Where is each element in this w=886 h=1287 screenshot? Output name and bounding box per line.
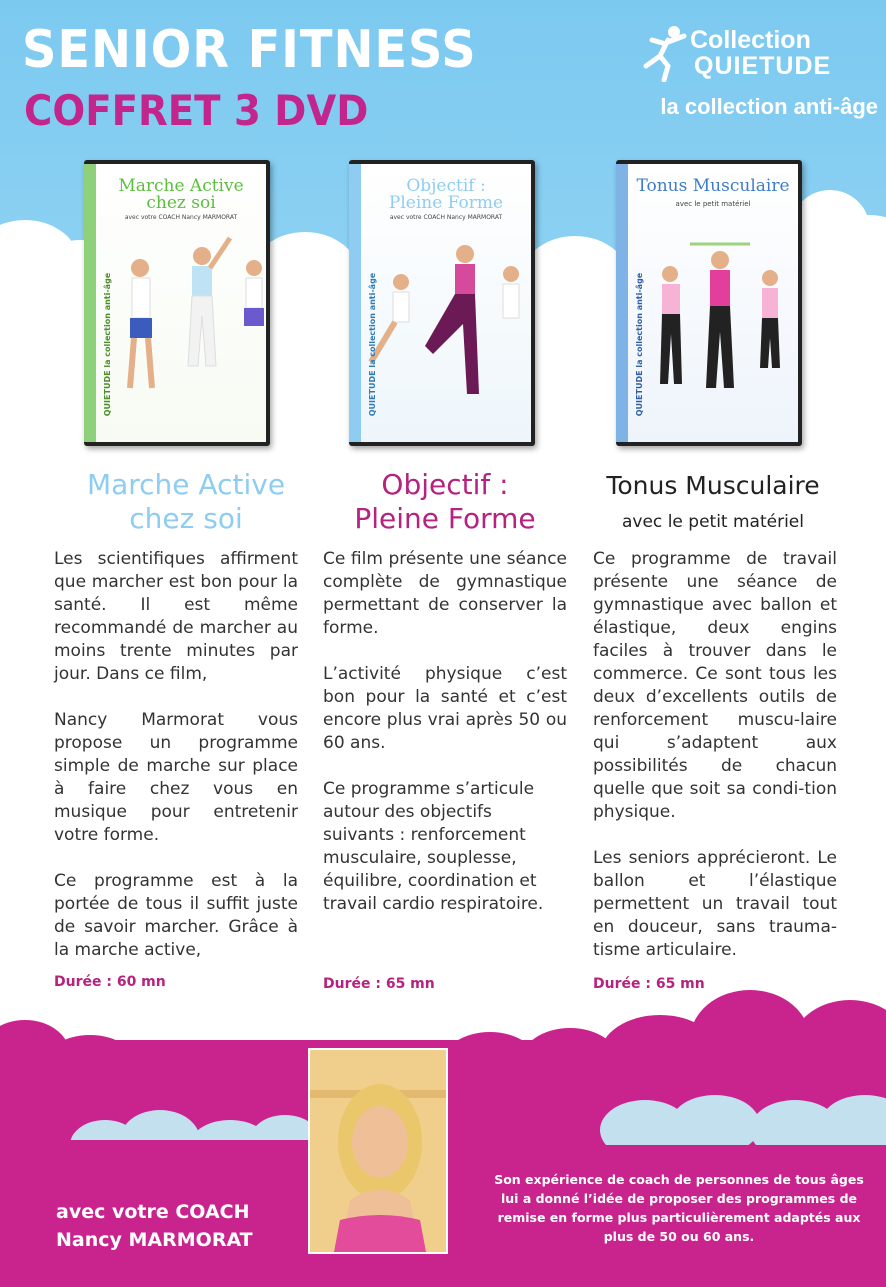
dvd-cover-objectif [349, 160, 535, 446]
description-paragraph: Nancy Marmorat vous propose un programme simple de marche sur place à faire chez vous en musique pour entretenir votre forme. [54, 710, 298, 845]
dvd-heading-objectif: Objectif : Pleine Forme [354, 468, 536, 535]
dvd-description-marche-active [54, 548, 298, 985]
duration-label: Durée : 60 mn [54, 974, 166, 990]
dvd-subheading-tonus: avec le petit matériel [622, 512, 804, 532]
dvd-heading-marche-active: Marche Active chez soi [86, 468, 286, 535]
dvd-side-brand: QUIETUDE la collection anti-âge [368, 272, 378, 417]
dvd-heading-tonus: Tonus Musculaire [606, 471, 820, 500]
description-paragraph: Ce film présente une séance complète de gymnastique permettant de conserver la forme. [323, 549, 567, 638]
dvd-face [96, 164, 266, 442]
dvd-face [361, 164, 531, 442]
dvd-cover-subtitle: avec votre COACH Nancy MARMORAT [389, 214, 503, 221]
dvd-side-brand: QUIETUDE la collection anti-âge [103, 272, 113, 417]
dvd-cover-tonus [616, 160, 802, 446]
description-paragraph: Ce programme est à la portée de tous il suffit juste de savoir marcher. Grâce à la marche active, [54, 871, 298, 960]
logo-line-1: Collection [690, 26, 811, 54]
dvd-spine [616, 164, 628, 442]
description-paragraph: Les seniors apprécieront. Le ballon et l’élastique permettent un travail tout en douceur, sans trauma-tisme articulaire. [593, 848, 837, 960]
dvd-illustration [106, 234, 266, 434]
coach-label: avec votre COACH Nancy MARMORAT [56, 1201, 253, 1251]
dvd-face [628, 164, 798, 442]
dvd-spine [349, 164, 361, 442]
dvd-illustration [361, 234, 531, 434]
dvd-description-tonus [593, 548, 837, 985]
logo-line-2: QUIETUDE [694, 52, 832, 80]
dvd-cover-subtitle: avec le petit matériel [675, 200, 751, 208]
page-subtitle: COFFRET 3 DVD [24, 86, 369, 135]
dvd-description-objectif [323, 548, 567, 939]
dvd-spine [84, 164, 96, 442]
dvd-cover-subtitle: avec votre COACH Nancy MARMORAT [124, 214, 238, 221]
runner-icon [638, 22, 690, 82]
dvd-cover-title: Marche Active chez soi [118, 176, 244, 213]
dvd-side-brand: QUIETUDE la collection anti-âge [635, 272, 645, 417]
duration-label: Durée : 65 mn [323, 976, 435, 992]
coach-photo [308, 1048, 448, 1254]
page-title: SENIOR FITNESS [22, 20, 477, 80]
dvd-illustration [630, 234, 798, 434]
duration-label: Durée : 65 mn [593, 976, 705, 992]
description-paragraph: Ce programme de travail présente une séance de gymnastique avec ballon et élastique, deux engins faciles à trouver dans le commerce. Ce sont tous les deux d’excellents outils de renforcement muscu-laire qui s’adaptent aux possibilités de chacun quelle que soit sa condi-tion physique. [593, 549, 837, 822]
dvd-cover-marche-active [84, 160, 270, 446]
description-paragraph: L’activité physique c’est bon pour la santé et c’est encore plus vrai après 50 ou 60 ans. [323, 664, 567, 753]
collection-tagline: la collection anti-âge [660, 94, 878, 119]
coach-bio: Son expérience de coach de personnes de tous âges lui a donné l’idée de proposer des programmes de remise en forme plus particulièrement adaptés aux plus de 50 ou 60 ans. [494, 1172, 864, 1244]
description-paragraph: Ce programme s’articule autour des objectifs suivants : renforcement musculaire, souplesse, équilibre, coordination et travail cardio respiratoire. [323, 779, 544, 914]
description-paragraph: Les scientifiques affirment que marcher est bon pour la santé. Il est même recommandé de marcher au moins trente minutes par jour. Dans ce film, [54, 549, 298, 684]
dvd-cover-title: Objectif : Pleine Forme [388, 176, 504, 213]
dvd-cover-title: Tonus Musculaire [636, 176, 790, 196]
